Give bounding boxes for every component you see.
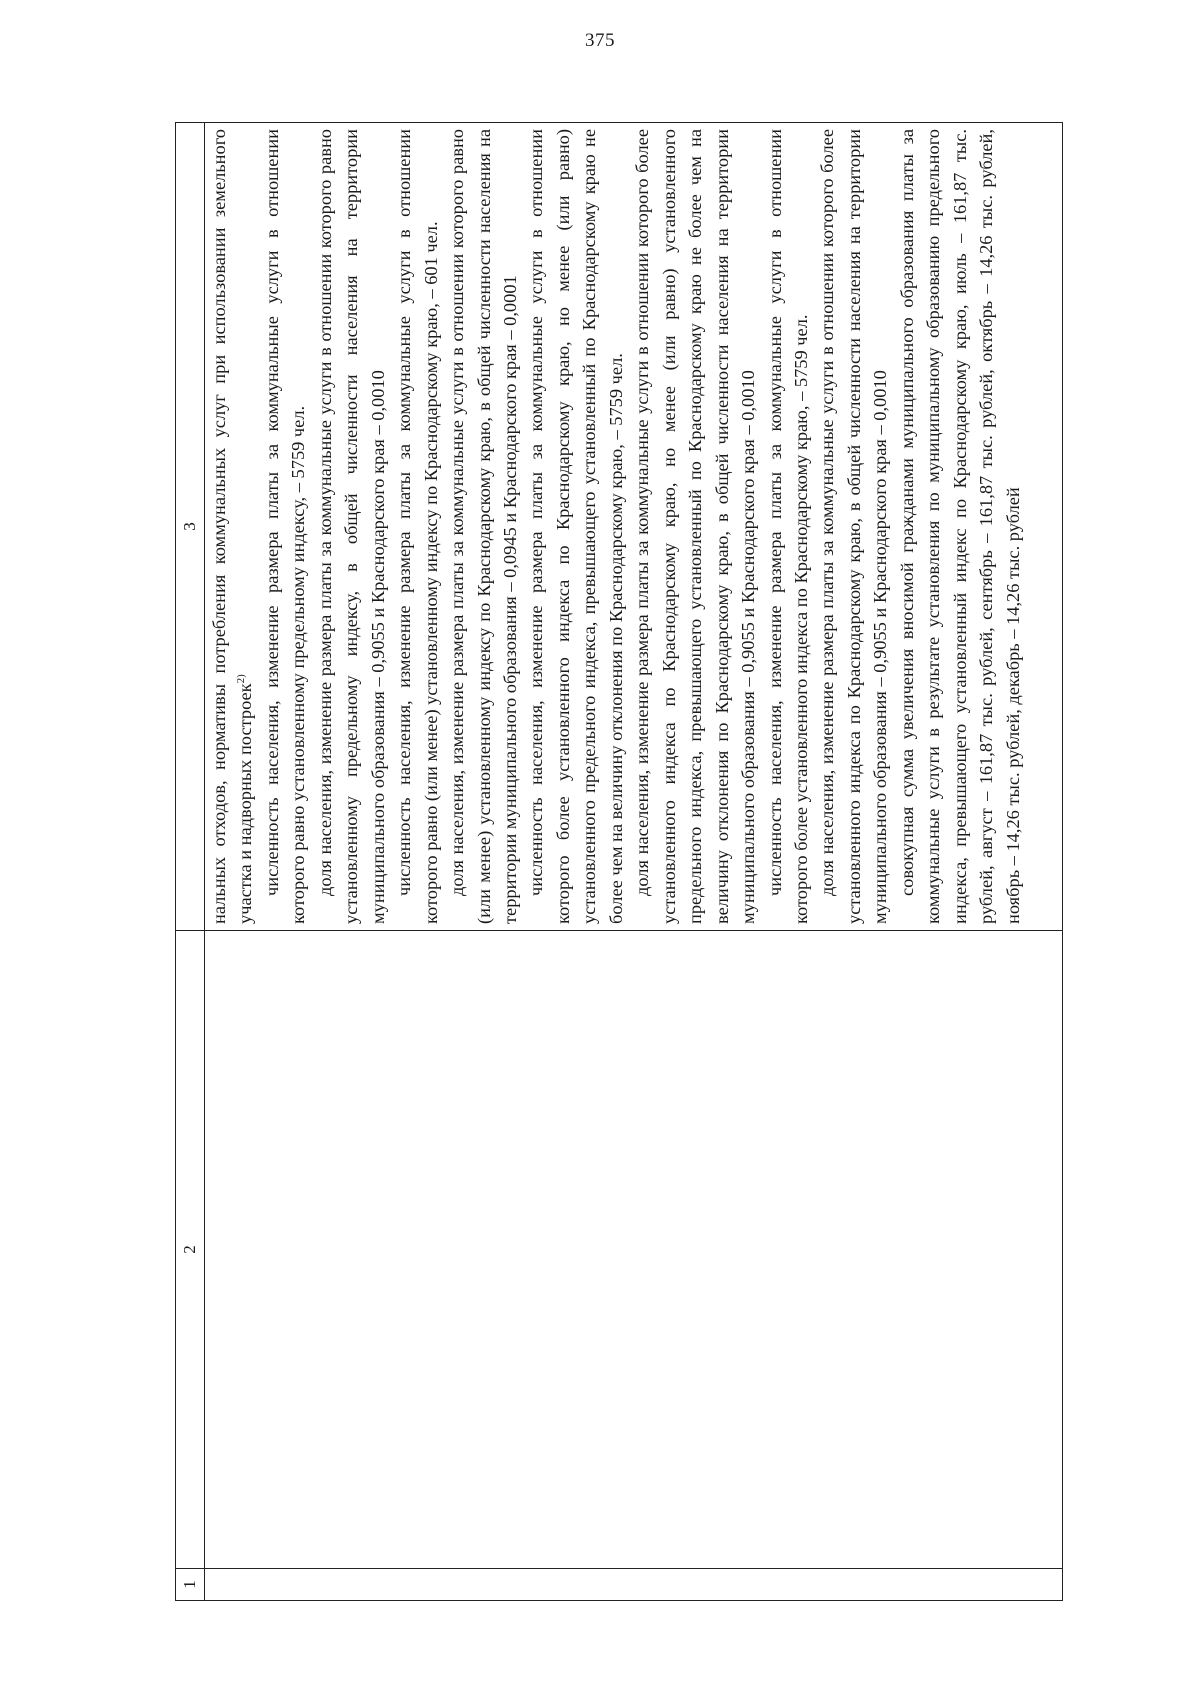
body-cell-1 bbox=[205, 1569, 1063, 1601]
footnote-marker: 2) bbox=[235, 674, 248, 684]
table-header-row bbox=[176, 123, 205, 1601]
document-table bbox=[175, 122, 1063, 1601]
indicator-text-block bbox=[206, 129, 1026, 924]
header-cell-2: 2 bbox=[176, 931, 205, 1569]
indicator-paragraph: нальных отходов, нормативы потребления коммунальных услуг при использовании земельного участка и надворных построек$^{2)}$ bbox=[209, 129, 256, 924]
indicator-paragraph: численность населения, изменение размера платы за коммунальные услуги в отношении которого равно (или менее) установленному индексу по Краснодарскому краю, – 601 чел. bbox=[394, 129, 441, 924]
header-cell-3: 3 bbox=[176, 123, 205, 931]
indicator-paragraph: численность населения, изменение размера платы за коммунальные услуги в отношении которого более установленного индекса по Краснодарскому краю, но менее (или равно) установленного предельного индекса, превышающего установленный по Краснодарскому краю не более чем на величину отклонения по Краснодарскому краю, – 5759 чел. bbox=[526, 129, 626, 924]
page-number: 375 bbox=[585, 30, 615, 51]
indicator-paragraph: доля населения, изменение размера платы за коммунальные услуги в отношении которого равно установленному предельному индексу, в общей численности населения на территории муниципального образования – 0,9055 и Краснодарского края – 0,0010 bbox=[314, 129, 388, 924]
body-cell-2 bbox=[205, 931, 1063, 1569]
header-cell-1: 1 bbox=[176, 1569, 205, 1601]
indicator-paragraph: численность населения, изменение размера платы за коммунальные услуги в отношении которого более установленного индекса по Краснодарскому краю, – 5759 чел. bbox=[764, 129, 811, 924]
table-body-row bbox=[205, 123, 1063, 1601]
indicator-paragraph: доля населения, изменение размера платы за коммунальные услуги в отношении которого более установленного индекса по Краснодарскому краю, но менее (или равно) установленного предельного индекса, превышающего установленный по Краснодарскому краю не более чем на величину отклонения по Краснодарскому краю, в общей численности населения на территории муниципального образования – 0,9055 и Краснодарского края – 0,0010 bbox=[632, 129, 759, 924]
indicator-paragraph: доля населения, изменение размера платы за коммунальные услуги в отношении которого равно (или менее) установленному индексу по Краснодарскому краю, в общей численности населения на территории муниципального образования – 0,0945 и Краснодарского края – 0,0001 bbox=[447, 129, 520, 924]
body-cell-3 bbox=[205, 123, 1063, 931]
indicator-paragraph: численность населения, изменение размера платы за коммунальные услуги в отношении которого равно установленному предельному индексу, – 5759 чел. bbox=[261, 129, 309, 924]
indicator-paragraph: доля населения, изменение размера платы за коммунальные услуги в отношении которого более установленного индекса по Краснодарскому краю, в общей численности населения на территории муниципального образования – 0,9055 и Краснодарского края – 0,0010 bbox=[817, 129, 891, 924]
indicator-paragraph: совокупная сумма увеличения вносимой гражданами муниципального образования платы за коммунальные услуги в результате установления по муниципальному образованию предельного индекса, превышающего установленный индекс по Краснодарскому краю, июль – 161,87 тыс. рублей, август – 161,87 тыс. рублей, сентябрь – 161,87 тыс. рублей, октябрь – 14,26 тыс. рублей, ноябрь – 14,26 тыс. рублей, декабрь – 14,26 тыс. рублей bbox=[896, 129, 1023, 924]
rotated-table-container bbox=[175, 123, 1060, 1601]
